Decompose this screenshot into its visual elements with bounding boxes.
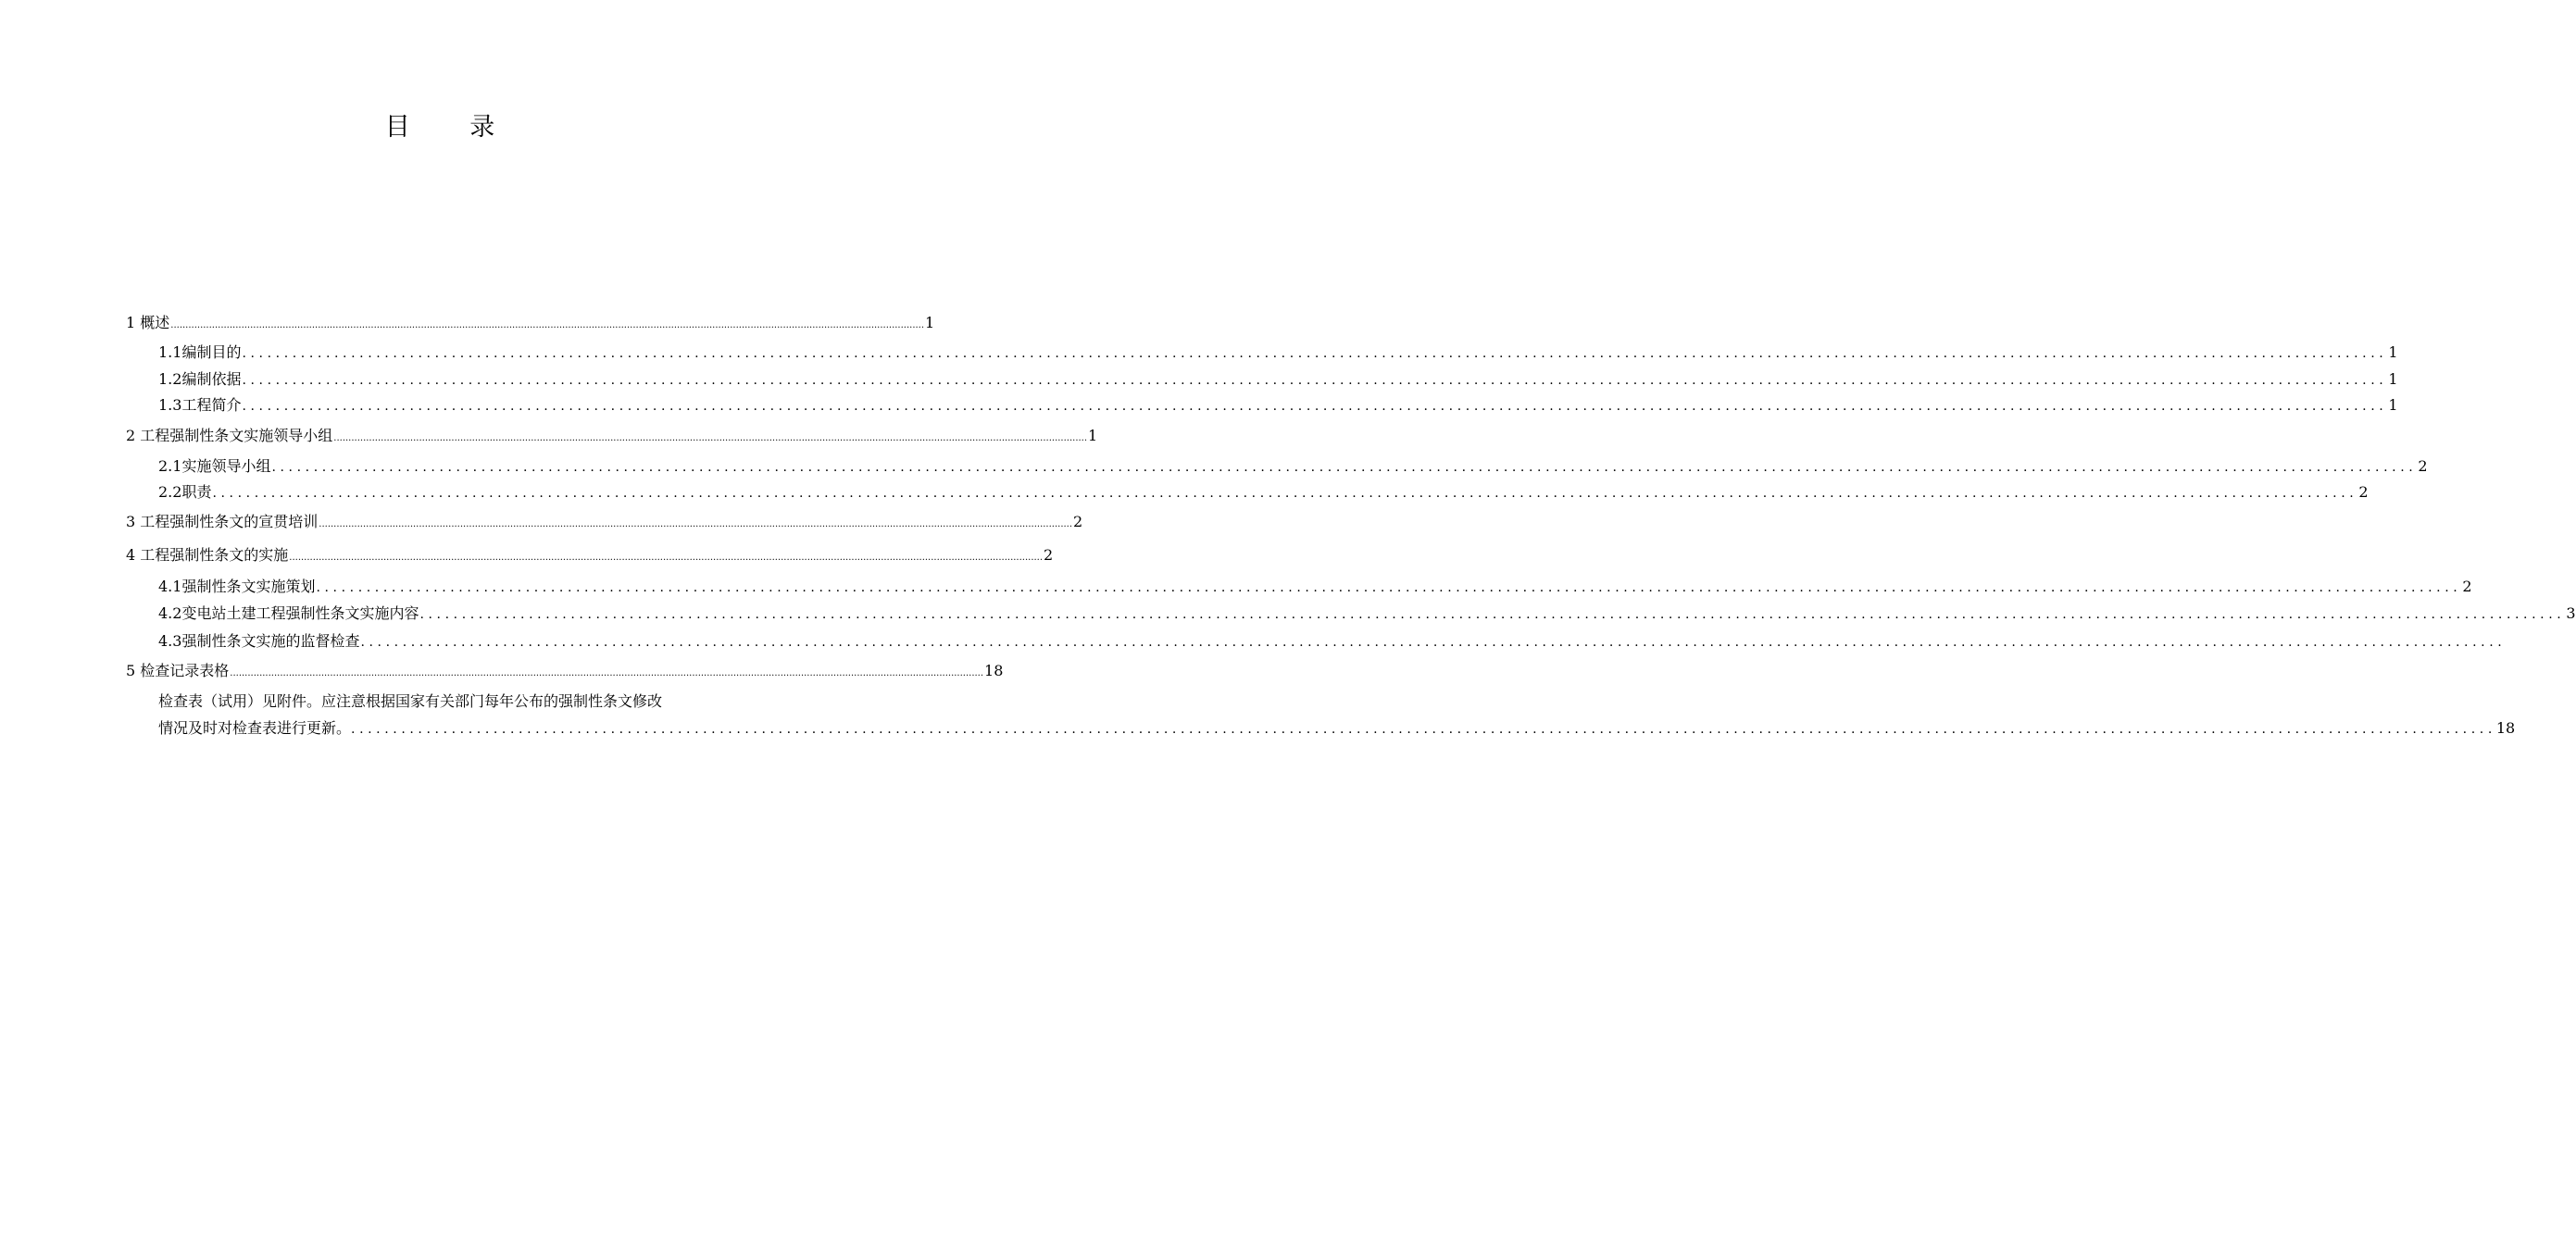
toc-entry-text: 3 工程强制性条文的宣贯培训 [126, 513, 319, 530]
toc-entry[interactable] [158, 603, 2576, 625]
toc-entry-page: 1 [925, 314, 935, 331]
toc-entry-page: 1 [2388, 343, 2398, 361]
toc-entry-page: 3 [2566, 604, 2576, 622]
toc-entry[interactable] [126, 545, 1054, 566]
dot-leader: ................................................................................................................................................................................................................................................................ [419, 607, 2566, 622]
dot-leader: ................................................................................................................................................................................................................................................................ [360, 635, 2507, 650]
toc-entry[interactable] [126, 661, 1004, 681]
toc-entry-page: 2 [2358, 483, 2369, 501]
toc-entry-text: 5 检查记录表格 [126, 662, 230, 679]
toc-title: 目 录 [384, 113, 521, 142]
toc-entry-text: 4.3强制性条文实施的监督检查 [158, 632, 360, 650]
toc-entry-page: 18 [984, 662, 1004, 679]
toc-entry-text: 4.2变电站土建工程强制性条文实施内容 [158, 604, 419, 622]
toc-entry-text: 2.2职责 [158, 483, 212, 501]
toc-entry[interactable] [158, 631, 2507, 653]
toc-entry-page: 1 [2388, 396, 2398, 414]
toc-entry[interactable] [158, 395, 2398, 417]
toc-entry[interactable] [158, 456, 2428, 478]
final-entry-line1: 检查表（试用）见附件。应注意根据国家有关部门每年公布的强制性条文修改 [158, 692, 663, 710]
dot-leader: ................................................................................................................................................................................................................................................................ [242, 399, 2388, 414]
toc-entry-text: 1.3工程简介 [158, 396, 242, 414]
toc-entry[interactable] [158, 342, 2398, 364]
dot-leader: ................................................................................................................................................................................................................................................................ [271, 460, 2418, 475]
toc-entry[interactable] [158, 369, 2398, 391]
toc-entry-page: 2 [1073, 513, 1083, 530]
toc-entry[interactable] [158, 577, 2472, 598]
toc-entry[interactable] [126, 426, 1098, 446]
toc-entry-page: 2 [1044, 546, 1054, 564]
final-entry-line2 [158, 715, 2516, 743]
toc-entry[interactable] [126, 313, 935, 333]
toc-entry-text: 4 工程强制性条文的实施 [126, 546, 289, 564]
toc-entry-page: 1 [2388, 370, 2398, 388]
toc-entry-text: 4.1强制性条文实施策划 [158, 578, 316, 595]
toc-entry-page: 18 [2495, 719, 2516, 737]
toc-entry[interactable] [158, 482, 2369, 504]
toc-entry-text: 1 概述 [126, 314, 170, 331]
dot-leader: ................................................................................................................................................................................................................................................................ [316, 580, 2462, 595]
toc-entry-page: 2 [2462, 578, 2472, 595]
toc-entry-text: 2.1实施领导小组 [158, 457, 271, 475]
toc-entry-text: 1.2编制依据 [158, 370, 242, 388]
final-entry-text: 情况及时对检查表进行更新。 [158, 719, 352, 737]
dot-leader: ................................................................................................................................................................................................................................................................ [289, 553, 1044, 563]
dot-leader: ................................................................................................................................................................................................................................................................ [242, 373, 2388, 388]
toc-entry-text: 2 工程强制性条文实施领导小组 [126, 427, 333, 444]
dot-leader: ................................................................................................................................................................................................................................................................ [242, 346, 2388, 361]
toc-entry-text: 1.1编制目的 [158, 343, 242, 361]
toc-final-entry[interactable] [158, 688, 2516, 743]
toc-entry-page: 2 [2418, 457, 2428, 475]
dot-leader: ................................................................................................................................................................................................................................................................ [319, 519, 1073, 529]
dot-leader: ................................................................................................................................................................................................................................................................ [333, 433, 1088, 443]
toc-entry-page: 1 [1088, 427, 1098, 444]
dot-leader: ................................................................................................................................................................................................................................................................ [351, 722, 2496, 737]
dot-leader: ................................................................................................................................................................................................................................................................ [212, 486, 2358, 501]
dot-leader: ................................................................................................................................................................................................................................................................ [170, 320, 925, 330]
toc-entry[interactable] [126, 512, 1083, 532]
dot-leader: ................................................................................................................................................................................................................................................................ [230, 668, 984, 678]
